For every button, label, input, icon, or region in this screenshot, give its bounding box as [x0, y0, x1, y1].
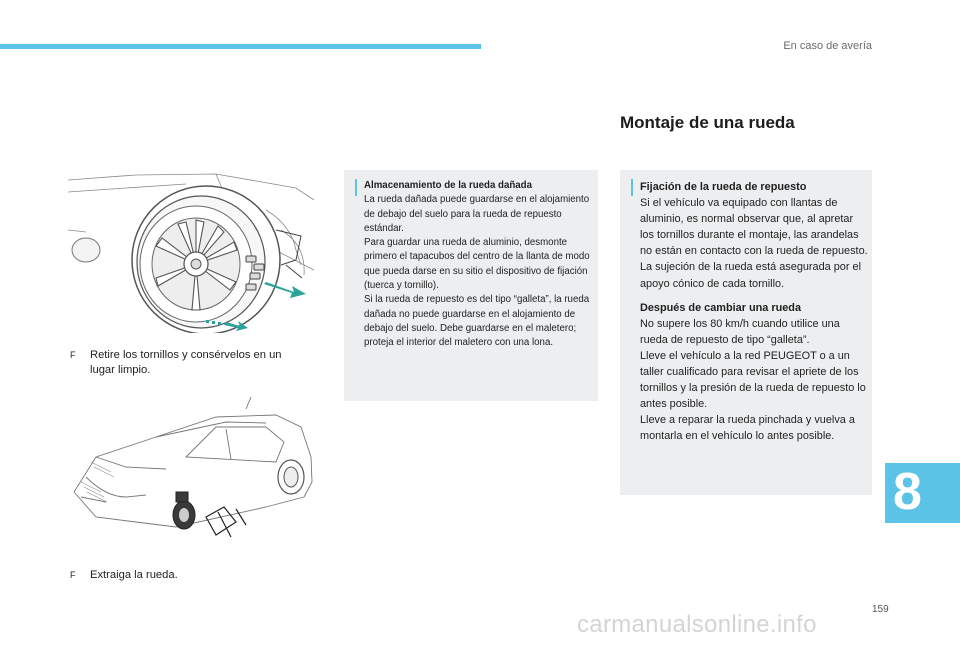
car-on-jack-illustration: [66, 397, 316, 547]
storage-paragraph: Para guardar una rueda de aluminio, desmonte primero el tapacubos del centro de la llanta de modo que pueda darse en su sitio el dispositivo de fijación (tuerca y tornillo).: [364, 237, 590, 292]
wheel-removal-illustration: [66, 170, 316, 333]
step-remove-bolts: [70, 348, 305, 378]
step-text: Extraiga la rueda.: [90, 569, 178, 581]
after-change-paragraph: No supere los 80 km/h cuando utilice una rueda de repuesto de tipo “galleta”.: [640, 317, 840, 346]
step-bullet-icon: F: [70, 350, 76, 360]
storage-heading: Almacenamiento de la rueda dañada: [364, 180, 532, 191]
chapter-number: 8: [893, 463, 922, 521]
section-title: Montaje de una rueda: [620, 113, 795, 132]
page-number: 159: [872, 604, 889, 615]
fixing-paragraph: Si el vehículo va equipado con llantas de aluminio, es normal observar que, al apretar los tornillos durante el montaje, las arandelas no están en contacto con la rueda de repuesto. La sujeción de la rueda está asegurada por el apoyo cónico de cada tornillo.: [640, 197, 868, 290]
info-accent-bar: [631, 179, 633, 196]
header-accent-bar: [0, 44, 481, 49]
storage-paragraph: Si la rueda de repuesto es del tipo “galleta”, la rueda dañada no puede guardarse en el alojamiento de debajo del suelo. Debe guardarse en el maletero; proteja el interior del maletero con una lona.: [364, 294, 590, 349]
storage-info-panel: [344, 170, 598, 401]
step-remove-wheel: [70, 568, 305, 583]
after-change-paragraph: Lleve el vehículo a la red PEUGEOT o a un taller cualificado para revisar el apriete de los tornillos y la presión de la rueda de repuesto lo antes posible.: [640, 349, 866, 411]
step-text: Retire los tornillos y consérvelos en un lugar limpio.: [90, 349, 282, 376]
watermark: carmanualsonline.info: [577, 611, 817, 638]
fixing-info-panel: [620, 170, 872, 495]
storage-paragraph: La rueda dañada puede guardarse en el alojamiento de debajo del suelo para la rueda de repuesto estándar.: [364, 194, 590, 234]
after-change-paragraph: Lleve a reparar la rueda pinchada y vuelva a montarla en el vehículo lo antes posible.: [640, 414, 855, 443]
step-bullet-icon: F: [70, 570, 76, 580]
fixing-heading: Fijación de la rueda de repuesto: [640, 181, 807, 193]
after-change-heading: Después de cambiar una rueda: [640, 301, 801, 314]
info-accent-bar: [355, 179, 357, 196]
header-section-name: En caso de avería: [783, 40, 872, 52]
